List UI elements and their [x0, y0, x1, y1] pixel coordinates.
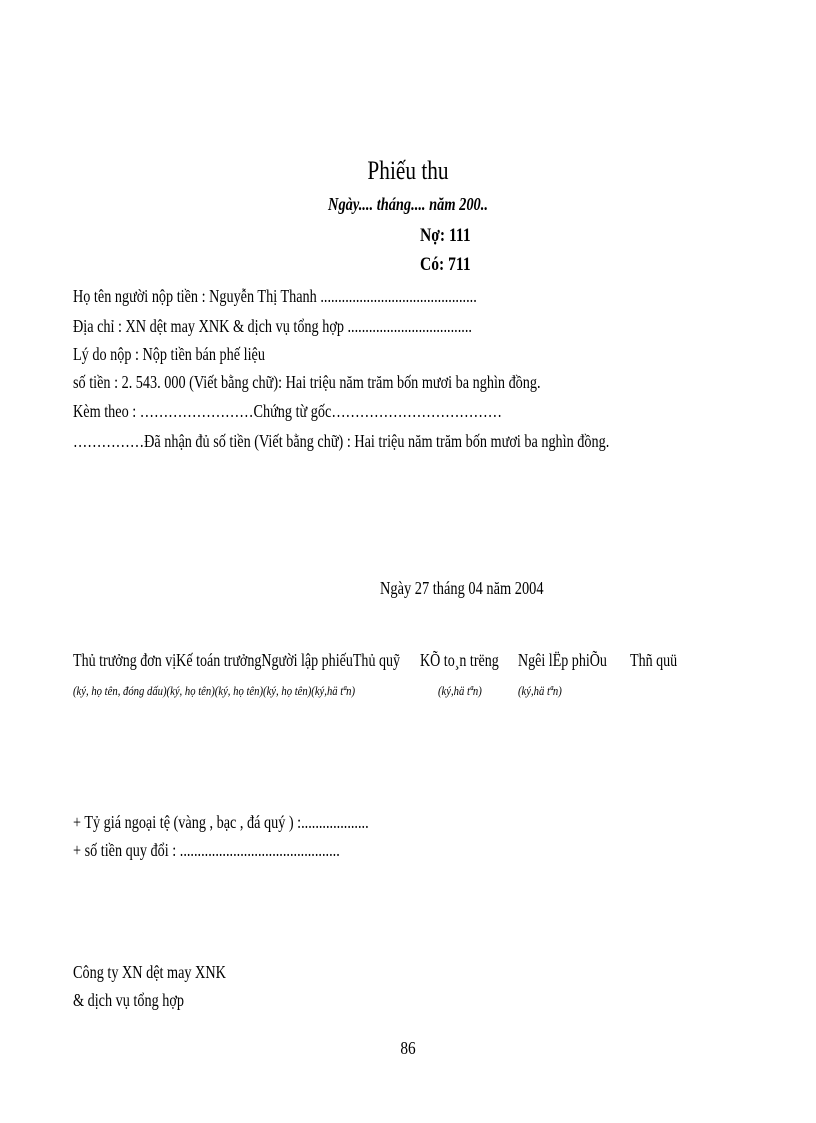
document-title: Phiếu thu	[367, 156, 449, 185]
page-number: 86	[400, 1038, 416, 1058]
converted-amount-line: + số tiền quy đổi : .............................................	[73, 840, 340, 860]
signature-note-main: (ký, họ tên, đóng dấu)(ký, họ tên)(ký, họ tên)(ký, họ tên)(ký,hä tªn)	[73, 683, 356, 698]
date-line: Ngày.... tháng.... năm 200..	[328, 194, 488, 214]
company-name-line: Công ty XN dệt may XNK	[73, 962, 226, 982]
signature-date: Ngày 27 tháng 04 năm 2004	[380, 578, 544, 598]
amount-line: số tiền : 2. 543. 000 (Viết bằng chữ): Hai triệu năm trăm bốn mươi ba nghìn đồng.	[73, 372, 541, 392]
signature-note-chief-accountant: (ký,hä tªn)	[438, 683, 482, 698]
credit-account: Có: 711	[420, 254, 471, 275]
attachment-line: Kèm theo : ……………………Chứng từ gốc………………………………	[73, 401, 502, 421]
reason-line: Lý do nộp : Nộp tiền bán phế liệu	[73, 344, 265, 364]
received-line: ……………Đã nhận đủ số tiền (Viết bằng chữ) : Hai triệu năm trăm bốn mươi ba nghìn đồng.	[73, 431, 610, 451]
signature-heading-preparer: Ngêi lËp phiÕu	[518, 650, 607, 670]
company-name-line-2: & dịch vụ tổng hợp	[73, 990, 185, 1010]
address-line: Địa chỉ : XN dệt may XNK & dịch vụ tổng hợp ...................................	[73, 316, 472, 336]
payer-name-line: Họ tên người nộp tiền : Nguyễn Thị Thanh ............................................	[73, 286, 477, 306]
signature-heading-main: Thủ trưởng đơn vịKế toán trưởngNgười lập phiếuThủ quỹ	[73, 650, 401, 670]
signature-heading-chief-accountant: KÕ to¸n trëng	[420, 650, 499, 670]
exchange-rate-line: + Tỷ giá ngoại tệ (vàng , bạc , đá quý ) :...................	[73, 812, 369, 832]
signature-note-preparer: (ký,hä tªn)	[518, 683, 562, 698]
debit-account: Nợ: 111	[420, 225, 471, 246]
signature-heading-cashier: Thñ quü	[630, 650, 678, 670]
